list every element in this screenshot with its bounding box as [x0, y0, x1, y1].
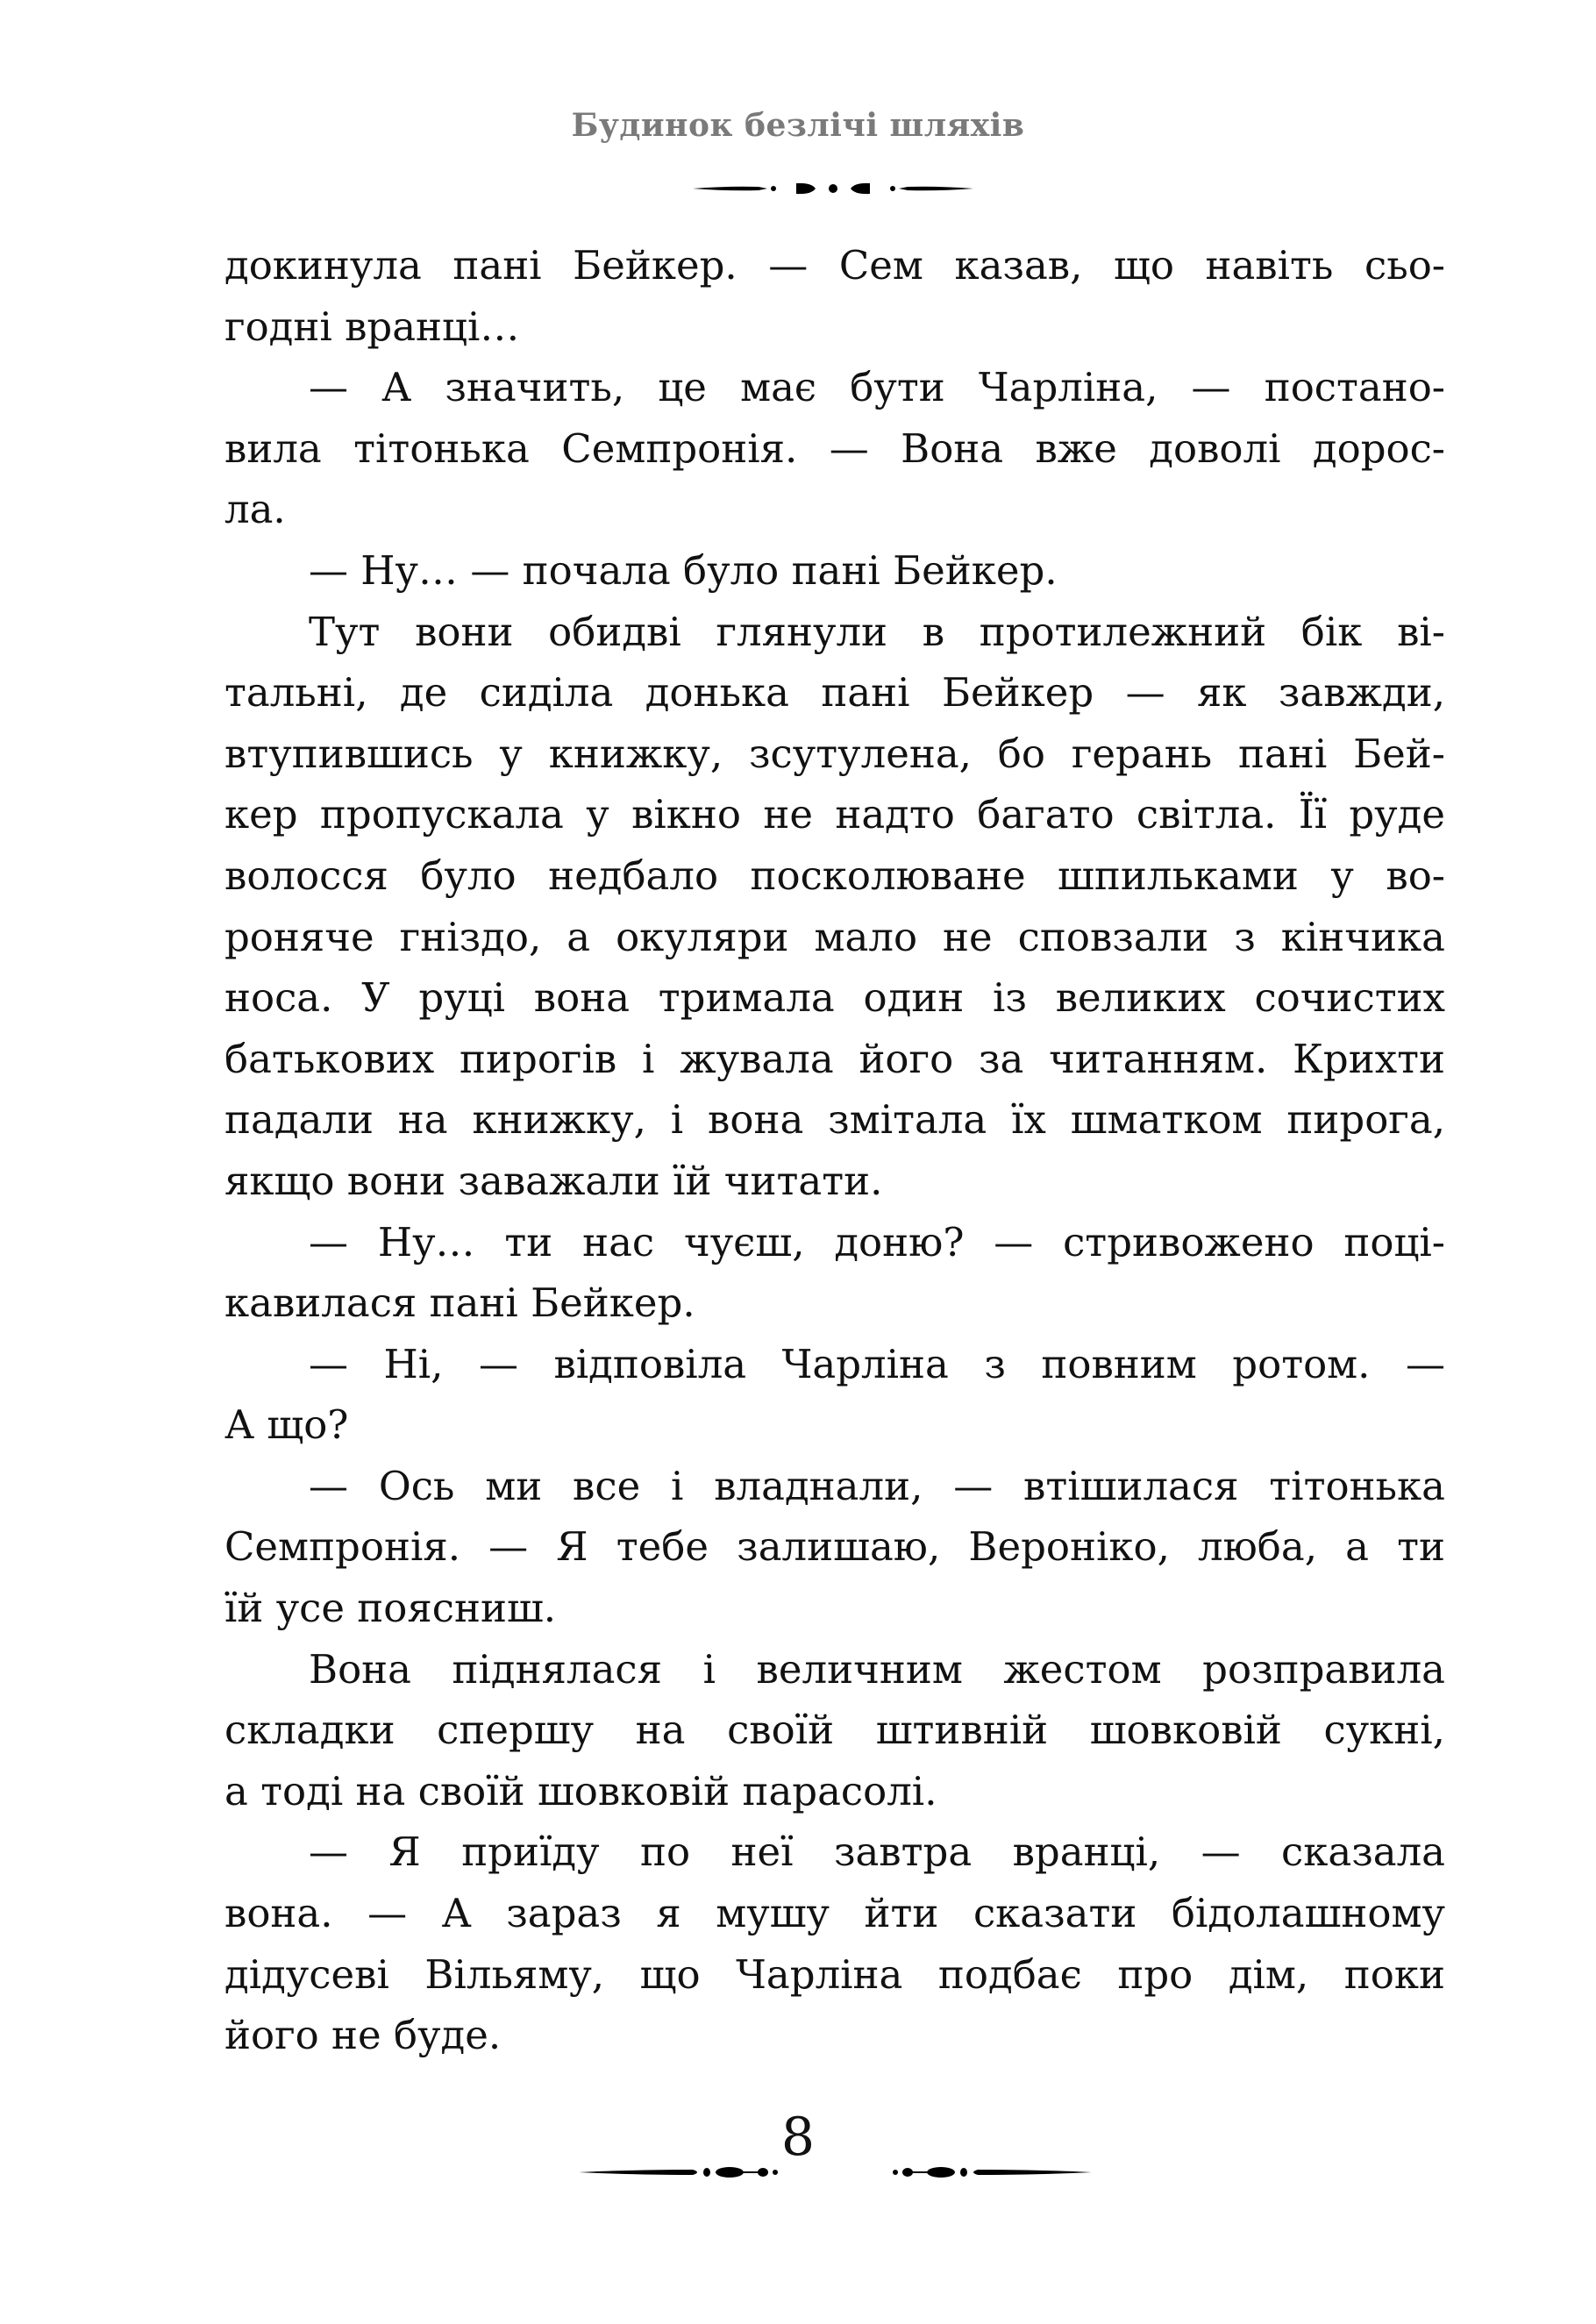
text-line: вила тітонька Семпронія. — Вона вже доволі дорос-	[224, 424, 1445, 472]
running-title: Будинок безлічі шляхів	[571, 107, 1025, 144]
body-text	[224, 235, 1445, 2066]
text-line: — Ось ми все і владнали, — втішилася тітонька	[309, 1462, 1445, 1509]
text-line: Вона піднялася і величним жестом розправила	[309, 1645, 1445, 1693]
text-line: роняче гніздо, а окуляри мало не сповзали з кінчика	[224, 913, 1445, 960]
ornament-divider-icon	[693, 175, 973, 202]
text-line: тальні, де сиділа донька пані Бейкер — як завжди,	[224, 669, 1445, 716]
text-line: складки спершу на своїй штивній шовковій сукні,	[224, 1707, 1445, 1754]
page-number: 8	[780, 2107, 816, 2168]
text-line: кавилася пані Бейкер.	[224, 1280, 695, 1327]
text-line: його не буде.	[224, 2012, 502, 2059]
text-line: втупившись у книжку, зсутулена, бо герань пані Бей-	[224, 730, 1445, 777]
text-line: падали на книжку, і вона змітала їх шматком пирога,	[224, 1096, 1445, 1144]
ornament-left-icon	[579, 2162, 780, 2183]
text-line: — Я приїду по неї завтра вранці, — сказала	[309, 1829, 1445, 1876]
text-line: ла.	[224, 486, 286, 533]
text-line: — Ні, — відповіла Чарліна з повним ротом. —	[309, 1340, 1445, 1387]
text-line: носа. У руці вона тримала один із великих сочистих	[224, 974, 1445, 1022]
text-line: годні вранці…	[224, 303, 520, 350]
text-line: — А значить, це має бути Чарліна, — постано-	[309, 364, 1445, 411]
text-line: Семпронія. — Я тебе залишаю, Вероніко, люба, а ти	[224, 1523, 1445, 1571]
text-line: якщо вони заважали їй читати.	[224, 1157, 883, 1204]
text-line: волосся було недбало посколюване шпильками у во-	[224, 852, 1445, 899]
text-line: А що?	[224, 1401, 349, 1449]
text-line: докинула пані Бейкер. — Сем казав, що навіть сьо-	[224, 242, 1445, 289]
text-line: — Ну… — почала було пані Бейкер.	[309, 546, 1058, 594]
text-line: дідусеві Вільяму, що Чарліна подбає про дім, поки	[224, 1950, 1445, 1998]
text-line: батькових пирогів і жувала його за читанням. Крихти	[224, 1035, 1445, 1082]
text-line: кер пропускала у вікно не надто багато світла. Її руде	[224, 791, 1445, 838]
text-line: — Ну… ти нас чуєш, доню? — стривожено поці-	[309, 1218, 1445, 1265]
text-line: Тут вони обидві глянули в протилежний бік ві-	[309, 608, 1445, 655]
text-line: їй усе поясниш.	[224, 1585, 557, 1632]
text-line: вона. — А зараз я мушу йти сказати бідолашному	[224, 1890, 1445, 1937]
text-line: а тоді на своїй шовковій парасолі.	[224, 1767, 937, 1814]
ornament-right-icon	[890, 2162, 1092, 2183]
